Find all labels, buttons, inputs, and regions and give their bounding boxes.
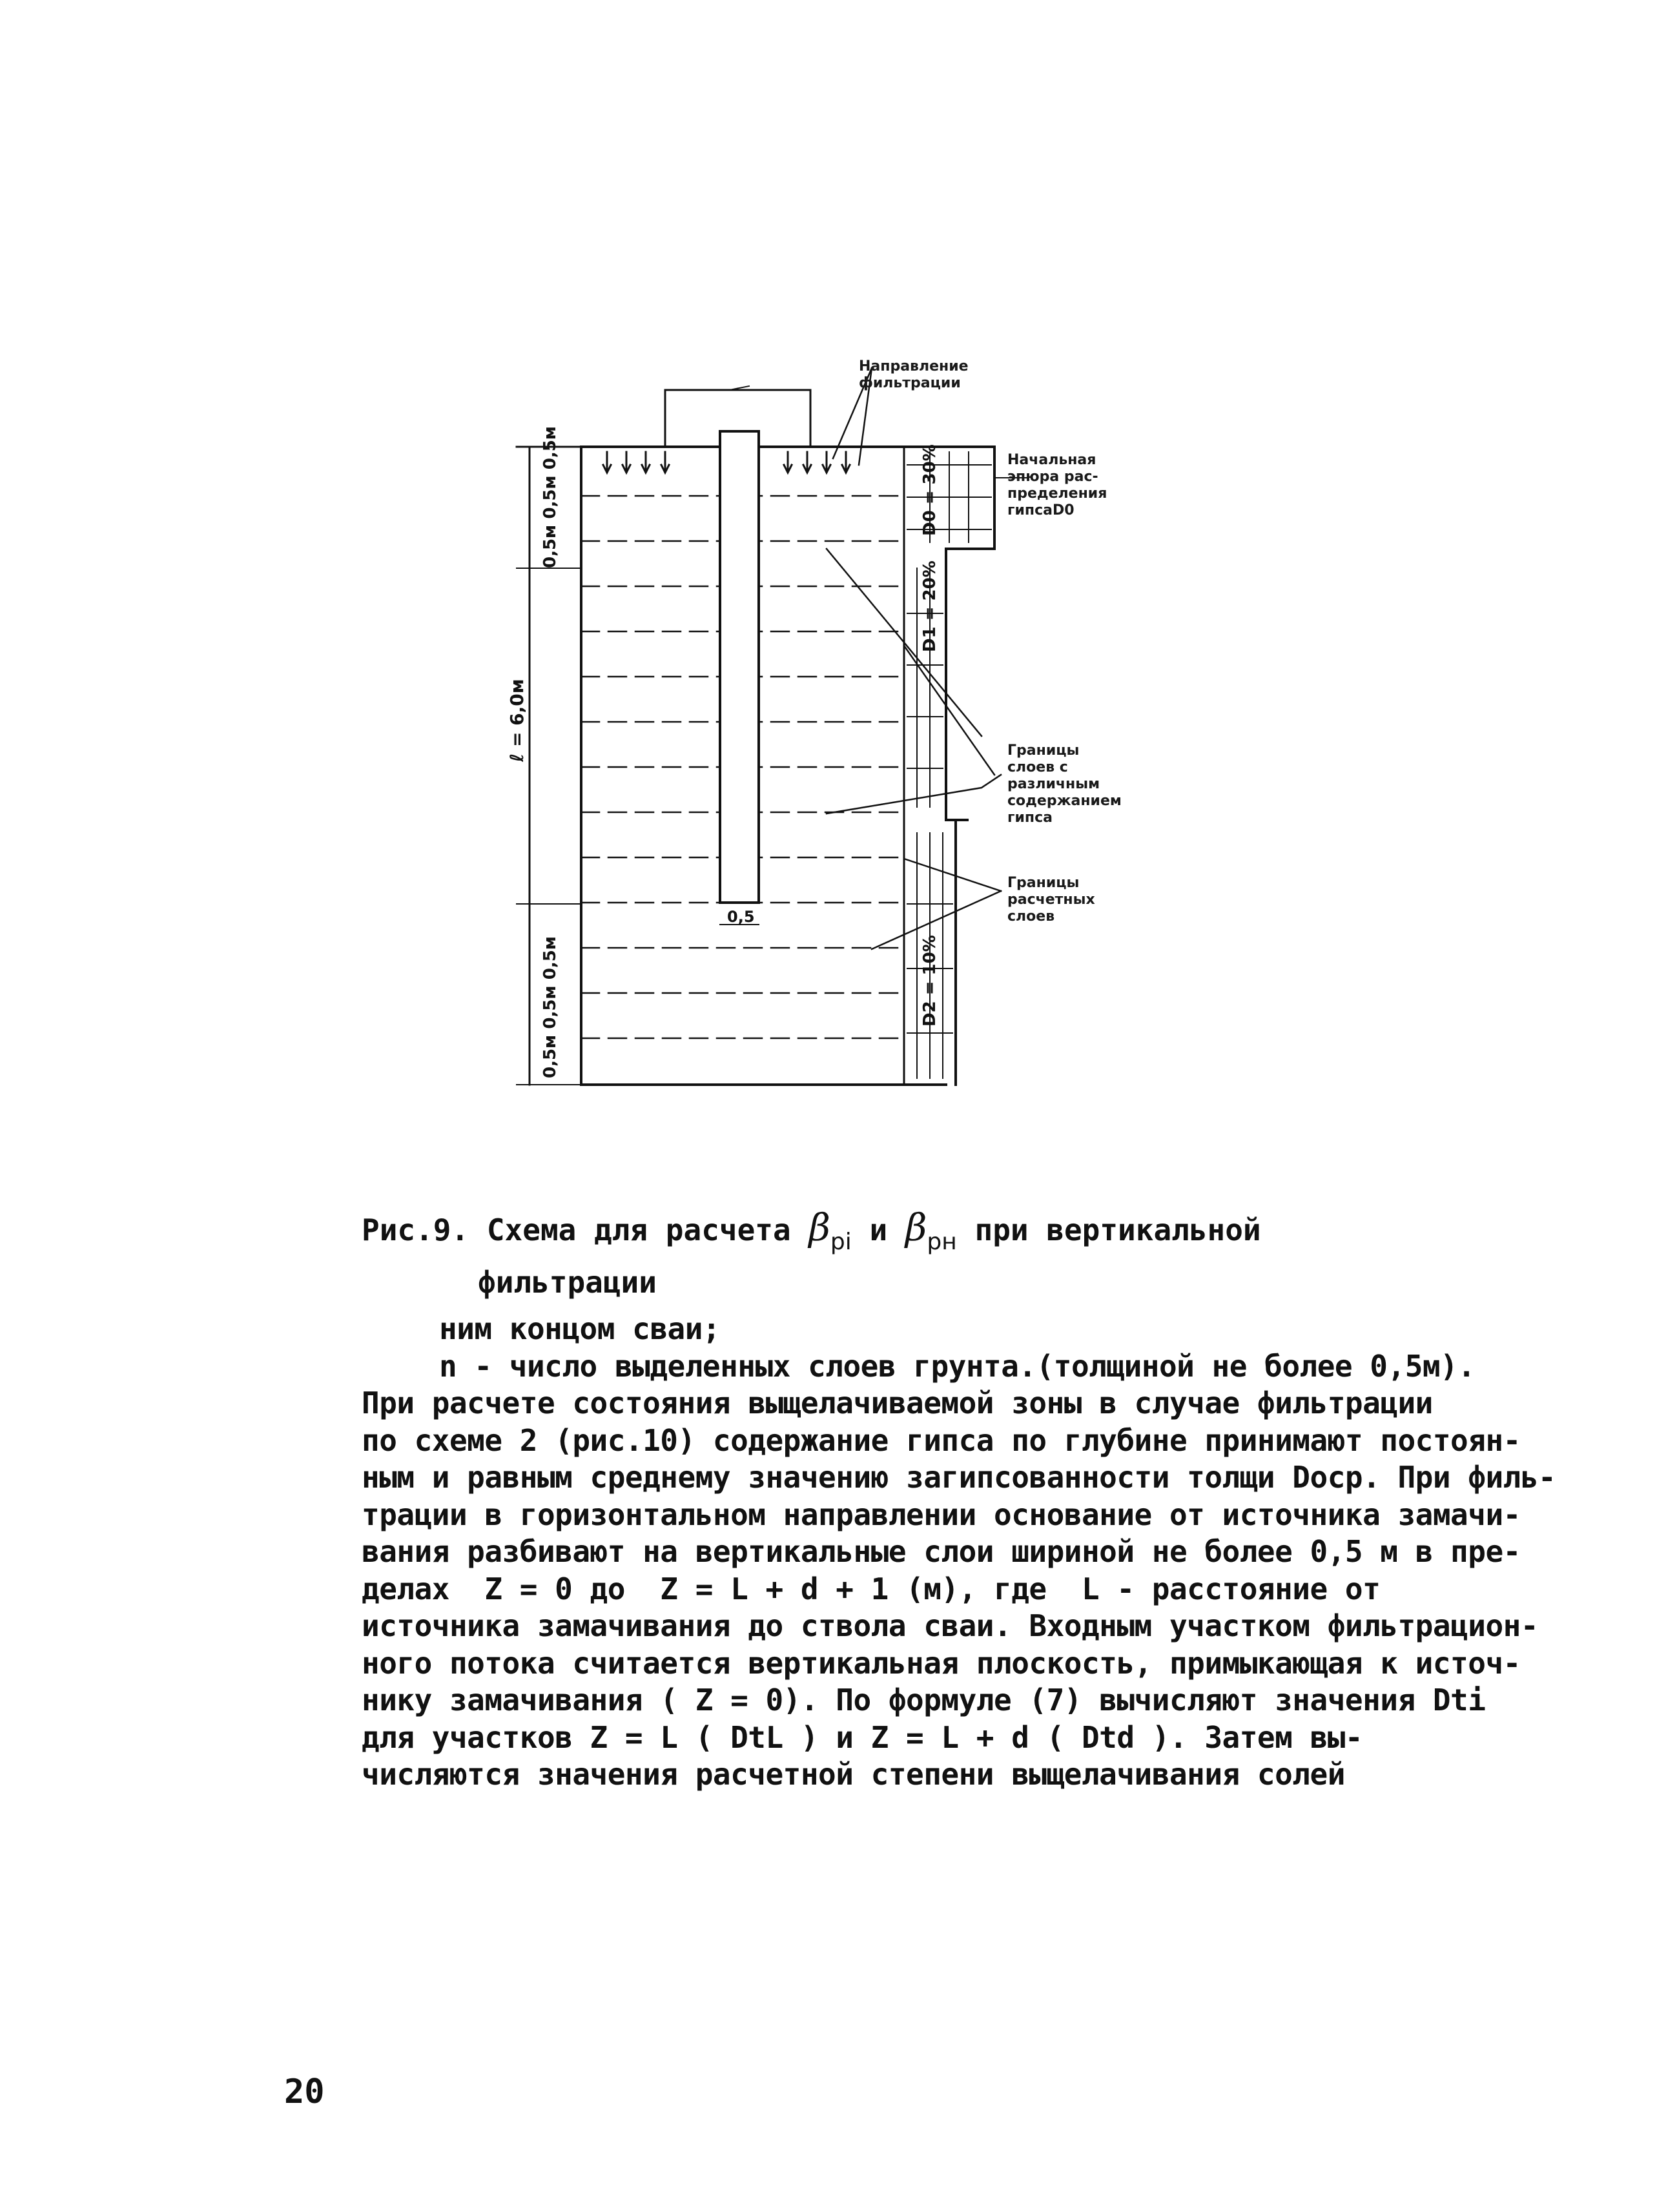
caption-sub-1: pi [830,1229,852,1255]
body-line: источника замачивания до ствола сваи. Входным участком фильтрацион- [362,1608,1539,1643]
body-line: делах Z = 0 до Z = L + d + 1 (м), где L - расстояние от [362,1571,1381,1606]
note-calc-layer-boundaries: Границы расчетных слоев [1007,875,1095,925]
caption-sub-2: pн [927,1229,957,1255]
body-line: для участков Z = L ( DtL ) и Z = L + d ( Dtd ). Затем вы- [362,1719,1363,1755]
caption-line-2: фильтрации [478,1265,657,1300]
caption-beta-2: β [905,1205,927,1249]
body-line: вания разбивают на вертикальные слои шириной не более 0,5 м в пре- [362,1534,1521,1569]
page-number: 20 [284,2073,325,2111]
body-line: При расчете состояния выщелачиваемой зоны в случае фильтрации [362,1386,1433,1420]
body-line: трации в горизонтальном направлении основание от источника замачи- [362,1497,1521,1532]
caption-beta-1: β [808,1205,830,1249]
caption-label: Рис.9. Схема для расчета [362,1213,791,1247]
caption-rest: при вертикальной [974,1213,1261,1247]
dim-pile-width: 0,5 [727,908,755,926]
body-text [362,1311,1556,1794]
caption-conj: и [869,1213,888,1247]
note-layer-boundaries-content: Границы слоев с различным содержанием гипса [1007,742,1122,826]
body-line: по схеме 2 (рис.10) содержание гипса по глубине принимают постоян- [362,1422,1521,1458]
note-filtration-direction: Направление фильтрации [859,358,969,391]
zone-label-d2: D2 = 10% [920,935,940,1027]
dim-top-left: 0,5м 0,5м 0,5м [540,425,560,568]
dim-pile-length: ℓ = 6,0м [506,679,528,762]
body-line: ным и равным среднему значению загипсованности толщи Dоср. При филь- [362,1460,1556,1495]
body-line: нику замачивания ( Z = 0). По формуле (7) вычисляют значения Dti [362,1683,1486,1717]
zone-label-d1: D1 = 20% [920,560,940,652]
body-line: ного потока считается вертикальная плоскость, примыкающая к источ- [362,1645,1521,1681]
body-line: числяются значения расчетной степени выщелачивания солей [362,1757,1345,1792]
body-line: n - число выделенных слоев грунта.(толщиной не более 0,5м). [439,1348,1476,1384]
note-initial-gypsum: Начальная эпюра рас- пределения гипсаD0 [1007,452,1107,518]
dim-bottom-left: 0,5м 0,5м 0,5м [540,936,560,1078]
figure-caption [362,1207,1330,1302]
zone-label-d0: D0 = 30% [920,444,940,536]
body-line: ним концом сваи; [439,1311,721,1346]
